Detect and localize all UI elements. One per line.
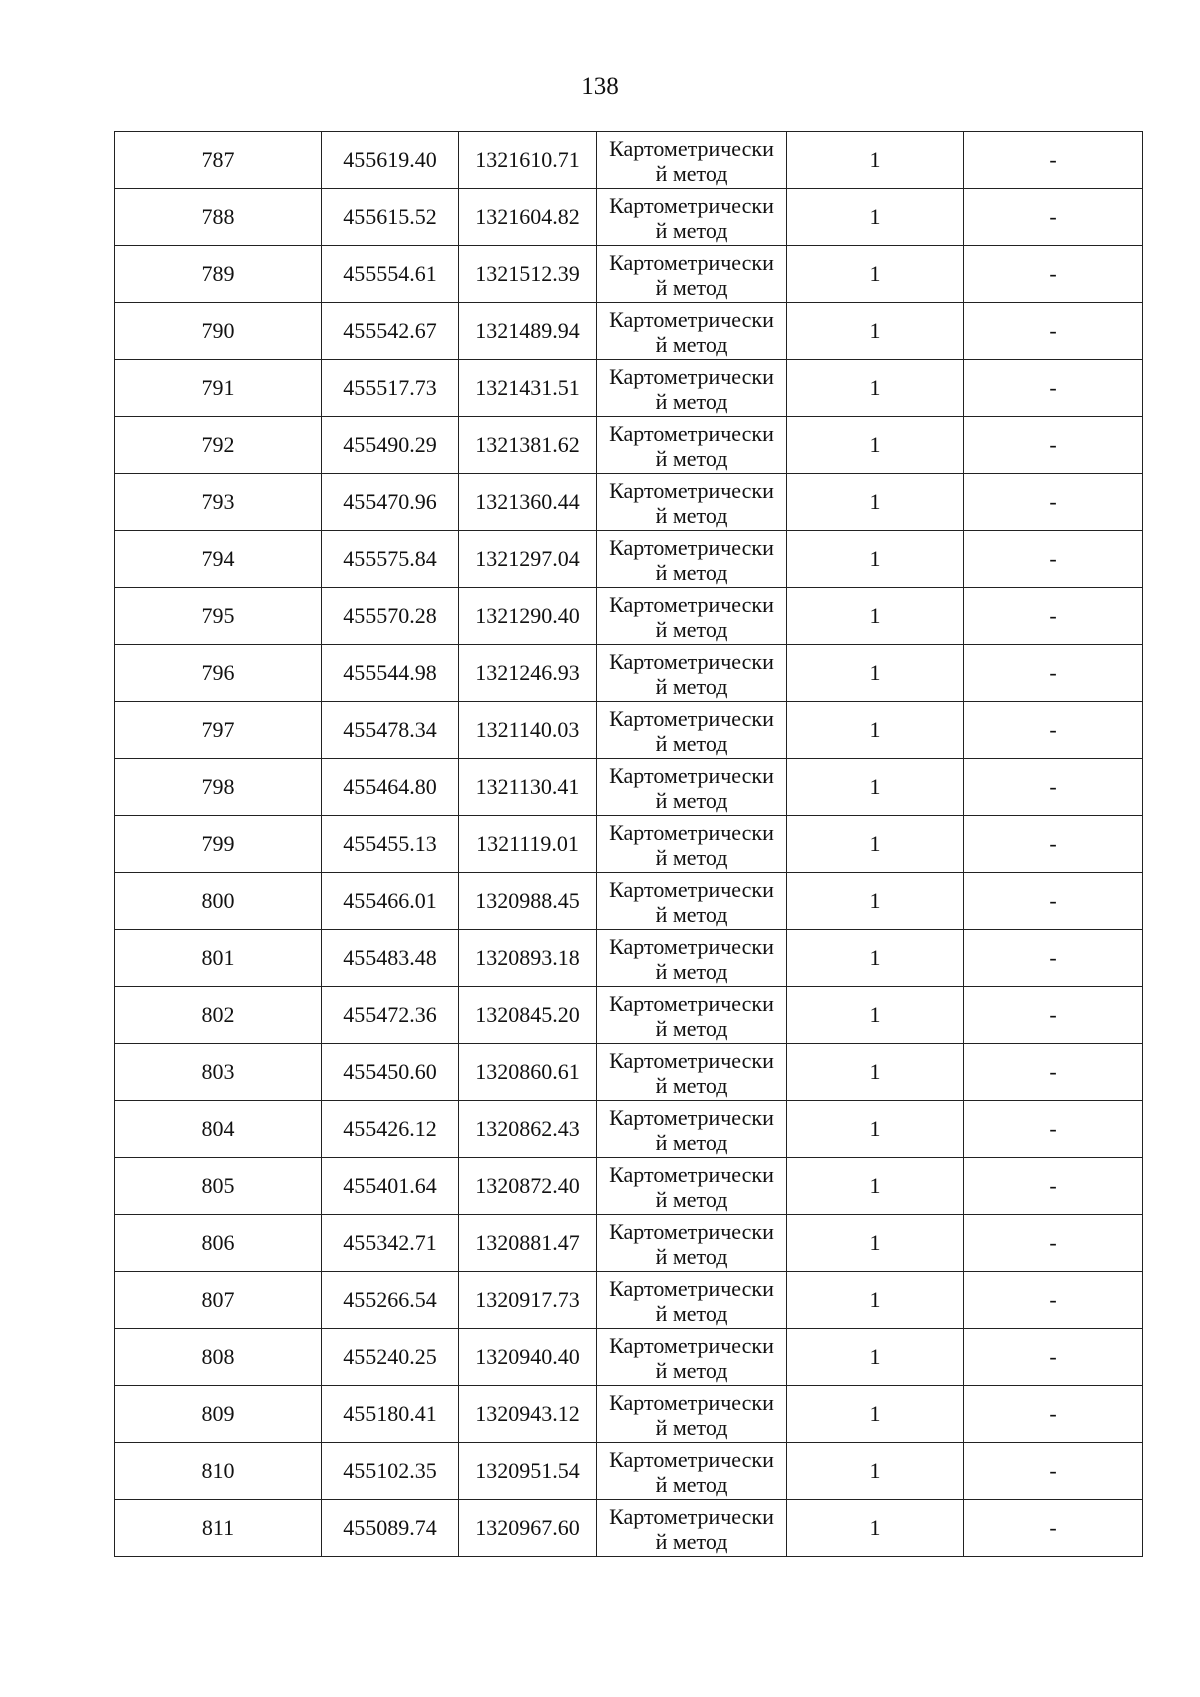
point-number-cell: 796 (115, 645, 322, 702)
method-line-1: Картометрически (609, 706, 774, 731)
x-coordinate-cell: 455478.34 (322, 702, 459, 759)
x-coordinate-cell: 455342.71 (322, 1215, 459, 1272)
method-line-1: Картометрически (609, 421, 774, 446)
method-cell (597, 360, 787, 417)
accuracy-cell: 1 (787, 1500, 964, 1557)
accuracy-cell: 1 (787, 303, 964, 360)
y-coordinate-cell: 1321140.03 (459, 702, 597, 759)
method-cell (597, 1329, 787, 1386)
x-coordinate-cell: 455490.29 (322, 417, 459, 474)
accuracy-cell: 1 (787, 873, 964, 930)
x-coordinate-cell: 455544.98 (322, 645, 459, 702)
y-coordinate-cell: 1321130.41 (459, 759, 597, 816)
point-number-cell: 794 (115, 531, 322, 588)
point-number-cell: 804 (115, 1101, 322, 1158)
y-coordinate-cell: 1320967.60 (459, 1500, 597, 1557)
method-line-2: й метод (655, 845, 728, 870)
method-line-1: Картометрически (609, 592, 774, 617)
table-row (115, 1500, 1143, 1557)
method-cell (597, 1500, 787, 1557)
point-number-cell: 808 (115, 1329, 322, 1386)
method-cell (597, 930, 787, 987)
x-coordinate-cell: 455464.80 (322, 759, 459, 816)
table-row (115, 645, 1143, 702)
y-coordinate-cell: 1321290.40 (459, 588, 597, 645)
method-cell (597, 474, 787, 531)
accuracy-cell: 1 (787, 1158, 964, 1215)
accuracy-cell: 1 (787, 702, 964, 759)
y-coordinate-cell: 1320951.54 (459, 1443, 597, 1500)
point-number-cell: 787 (115, 132, 322, 189)
point-number-cell: 798 (115, 759, 322, 816)
y-coordinate-cell: 1321512.39 (459, 246, 597, 303)
note-cell: - (964, 1215, 1143, 1272)
table-row (115, 303, 1143, 360)
method-line-2: й метод (655, 218, 728, 243)
method-line-1: Картометрически (609, 1333, 774, 1358)
y-coordinate-cell: 1320917.73 (459, 1272, 597, 1329)
point-number-cell: 806 (115, 1215, 322, 1272)
method-line-2: й метод (655, 1073, 728, 1098)
method-line-1: Картометрически (609, 934, 774, 959)
point-number-cell: 799 (115, 816, 322, 873)
y-coordinate-cell: 1321604.82 (459, 189, 597, 246)
accuracy-cell: 1 (787, 759, 964, 816)
method-line-2: й метод (655, 332, 728, 357)
note-cell: - (964, 1158, 1143, 1215)
method-line-2: й метод (655, 503, 728, 528)
method-line-1: Картометрически (609, 1276, 774, 1301)
x-coordinate-cell: 455619.40 (322, 132, 459, 189)
method-cell (597, 303, 787, 360)
y-coordinate-cell: 1320943.12 (459, 1386, 597, 1443)
note-cell: - (964, 417, 1143, 474)
x-coordinate-cell: 455266.54 (322, 1272, 459, 1329)
accuracy-cell: 1 (787, 930, 964, 987)
accuracy-cell: 1 (787, 417, 964, 474)
x-coordinate-cell: 455470.96 (322, 474, 459, 531)
point-number-cell: 797 (115, 702, 322, 759)
method-cell (597, 1386, 787, 1443)
note-cell: - (964, 132, 1143, 189)
method-cell (597, 759, 787, 816)
table-row (115, 1215, 1143, 1272)
point-number-cell: 801 (115, 930, 322, 987)
method-cell (597, 531, 787, 588)
method-cell (597, 645, 787, 702)
table-row (115, 1443, 1143, 1500)
accuracy-cell: 1 (787, 360, 964, 417)
method-line-1: Картометрически (609, 250, 774, 275)
method-line-1: Картометрически (609, 820, 774, 845)
method-line-1: Картометрически (609, 877, 774, 902)
note-cell: - (964, 816, 1143, 873)
method-line-1: Картометрически (609, 307, 774, 332)
accuracy-cell: 1 (787, 1272, 964, 1329)
accuracy-cell: 1 (787, 588, 964, 645)
method-line-1: Картометрически (609, 1219, 774, 1244)
method-line-1: Картометрически (609, 364, 774, 389)
method-line-1: Картометрически (609, 1162, 774, 1187)
point-number-cell: 795 (115, 588, 322, 645)
method-line-1: Картометрически (609, 1105, 774, 1130)
note-cell: - (964, 360, 1143, 417)
table-row (115, 1044, 1143, 1101)
accuracy-cell: 1 (787, 1329, 964, 1386)
table-row (115, 1329, 1143, 1386)
method-cell (597, 588, 787, 645)
method-line-2: й метод (655, 1016, 728, 1041)
table-row (115, 588, 1143, 645)
method-cell (597, 132, 787, 189)
coordinates-table (114, 131, 1143, 1557)
method-cell (597, 1272, 787, 1329)
note-cell: - (964, 702, 1143, 759)
method-line-1: Картометрически (609, 193, 774, 218)
accuracy-cell: 1 (787, 816, 964, 873)
x-coordinate-cell: 455102.35 (322, 1443, 459, 1500)
method-cell (597, 1158, 787, 1215)
method-cell (597, 1215, 787, 1272)
note-cell: - (964, 759, 1143, 816)
method-line-1: Картометрически (609, 763, 774, 788)
method-line-2: й метод (655, 1244, 728, 1269)
y-coordinate-cell: 1321381.62 (459, 417, 597, 474)
method-line-2: й метод (655, 731, 728, 756)
accuracy-cell: 1 (787, 531, 964, 588)
y-coordinate-cell: 1321297.04 (459, 531, 597, 588)
method-line-2: й метод (655, 902, 728, 927)
note-cell: - (964, 246, 1143, 303)
table-row (115, 360, 1143, 417)
accuracy-cell: 1 (787, 246, 964, 303)
accuracy-cell: 1 (787, 1044, 964, 1101)
y-coordinate-cell: 1321489.94 (459, 303, 597, 360)
method-cell (597, 417, 787, 474)
table-row (115, 1158, 1143, 1215)
note-cell: - (964, 531, 1143, 588)
accuracy-cell: 1 (787, 645, 964, 702)
method-line-2: й метод (655, 275, 728, 300)
x-coordinate-cell: 455450.60 (322, 1044, 459, 1101)
y-coordinate-cell: 1320862.43 (459, 1101, 597, 1158)
note-cell: - (964, 588, 1143, 645)
accuracy-cell: 1 (787, 1443, 964, 1500)
point-number-cell: 805 (115, 1158, 322, 1215)
x-coordinate-cell: 455401.64 (322, 1158, 459, 1215)
method-line-1: Картометрически (609, 991, 774, 1016)
y-coordinate-cell: 1320940.40 (459, 1329, 597, 1386)
y-coordinate-cell: 1321610.71 (459, 132, 597, 189)
y-coordinate-cell: 1321119.01 (459, 816, 597, 873)
x-coordinate-cell: 455483.48 (322, 930, 459, 987)
x-coordinate-cell: 455180.41 (322, 1386, 459, 1443)
method-line-2: й метод (655, 560, 728, 585)
y-coordinate-cell: 1321431.51 (459, 360, 597, 417)
x-coordinate-cell: 455615.52 (322, 189, 459, 246)
method-cell (597, 189, 787, 246)
point-number-cell: 803 (115, 1044, 322, 1101)
accuracy-cell: 1 (787, 1215, 964, 1272)
point-number-cell: 800 (115, 873, 322, 930)
accuracy-cell: 1 (787, 1101, 964, 1158)
table-row (115, 531, 1143, 588)
method-line-2: й метод (655, 161, 728, 186)
table-row (115, 816, 1143, 873)
note-cell: - (964, 1443, 1143, 1500)
note-cell: - (964, 873, 1143, 930)
method-line-1: Картометрически (609, 535, 774, 560)
point-number-cell: 809 (115, 1386, 322, 1443)
method-line-2: й метод (655, 1358, 728, 1383)
method-line-2: й метод (655, 788, 728, 813)
method-line-1: Картометрически (609, 136, 774, 161)
table-row (115, 1101, 1143, 1158)
method-line-2: й метод (655, 674, 728, 699)
method-cell (597, 816, 787, 873)
accuracy-cell: 1 (787, 987, 964, 1044)
table-row (115, 759, 1143, 816)
table-row (115, 1272, 1143, 1329)
method-line-1: Картометрически (609, 478, 774, 503)
y-coordinate-cell: 1320893.18 (459, 930, 597, 987)
method-line-1: Картометрически (609, 649, 774, 674)
x-coordinate-cell: 455517.73 (322, 360, 459, 417)
table-row (115, 987, 1143, 1044)
note-cell: - (964, 1500, 1143, 1557)
point-number-cell: 788 (115, 189, 322, 246)
method-line-2: й метод (655, 1415, 728, 1440)
point-number-cell: 802 (115, 987, 322, 1044)
note-cell: - (964, 987, 1143, 1044)
point-number-cell: 793 (115, 474, 322, 531)
note-cell: - (964, 1329, 1143, 1386)
method-line-2: й метод (655, 1130, 728, 1155)
note-cell: - (964, 303, 1143, 360)
method-line-2: й метод (655, 617, 728, 642)
coordinates-table-body (115, 132, 1143, 1557)
x-coordinate-cell: 455554.61 (322, 246, 459, 303)
method-cell (597, 246, 787, 303)
table-row (115, 474, 1143, 531)
note-cell: - (964, 189, 1143, 246)
table-row (115, 132, 1143, 189)
y-coordinate-cell: 1320881.47 (459, 1215, 597, 1272)
note-cell: - (964, 474, 1143, 531)
method-cell (597, 987, 787, 1044)
y-coordinate-cell: 1320872.40 (459, 1158, 597, 1215)
accuracy-cell: 1 (787, 189, 964, 246)
method-cell (597, 1044, 787, 1101)
x-coordinate-cell: 455426.12 (322, 1101, 459, 1158)
point-number-cell: 791 (115, 360, 322, 417)
method-line-1: Картометрически (609, 1504, 774, 1529)
note-cell: - (964, 1272, 1143, 1329)
x-coordinate-cell: 455455.13 (322, 816, 459, 873)
table-row (115, 930, 1143, 987)
method-line-2: й метод (655, 959, 728, 984)
point-number-cell: 792 (115, 417, 322, 474)
method-cell (597, 702, 787, 759)
point-number-cell: 811 (115, 1500, 322, 1557)
method-line-2: й метод (655, 446, 728, 471)
table-row (115, 189, 1143, 246)
x-coordinate-cell: 455570.28 (322, 588, 459, 645)
accuracy-cell: 1 (787, 1386, 964, 1443)
table-row (115, 1386, 1143, 1443)
method-line-1: Картометрически (609, 1048, 774, 1073)
y-coordinate-cell: 1320845.20 (459, 987, 597, 1044)
table-row (115, 417, 1143, 474)
y-coordinate-cell: 1321246.93 (459, 645, 597, 702)
x-coordinate-cell: 455089.74 (322, 1500, 459, 1557)
method-cell (597, 873, 787, 930)
method-line-2: й метод (655, 1472, 728, 1497)
method-cell (597, 1101, 787, 1158)
y-coordinate-cell: 1321360.44 (459, 474, 597, 531)
x-coordinate-cell: 455542.67 (322, 303, 459, 360)
table-row (115, 702, 1143, 759)
point-number-cell: 790 (115, 303, 322, 360)
accuracy-cell: 1 (787, 474, 964, 531)
note-cell: - (964, 1044, 1143, 1101)
table-row (115, 873, 1143, 930)
note-cell: - (964, 1386, 1143, 1443)
table-row (115, 246, 1143, 303)
method-line-2: й метод (655, 1301, 728, 1326)
note-cell: - (964, 1101, 1143, 1158)
method-cell (597, 1443, 787, 1500)
point-number-cell: 789 (115, 246, 322, 303)
x-coordinate-cell: 455472.36 (322, 987, 459, 1044)
method-line-2: й метод (655, 1187, 728, 1212)
accuracy-cell: 1 (787, 132, 964, 189)
point-number-cell: 807 (115, 1272, 322, 1329)
point-number-cell: 810 (115, 1443, 322, 1500)
method-line-1: Картометрически (609, 1390, 774, 1415)
method-line-1: Картометрически (609, 1447, 774, 1472)
x-coordinate-cell: 455575.84 (322, 531, 459, 588)
y-coordinate-cell: 1320860.61 (459, 1044, 597, 1101)
y-coordinate-cell: 1320988.45 (459, 873, 597, 930)
note-cell: - (964, 645, 1143, 702)
x-coordinate-cell: 455240.25 (322, 1329, 459, 1386)
page-number: 138 (581, 73, 619, 100)
method-line-2: й метод (655, 1529, 728, 1554)
method-line-2: й метод (655, 389, 728, 414)
note-cell: - (964, 930, 1143, 987)
x-coordinate-cell: 455466.01 (322, 873, 459, 930)
